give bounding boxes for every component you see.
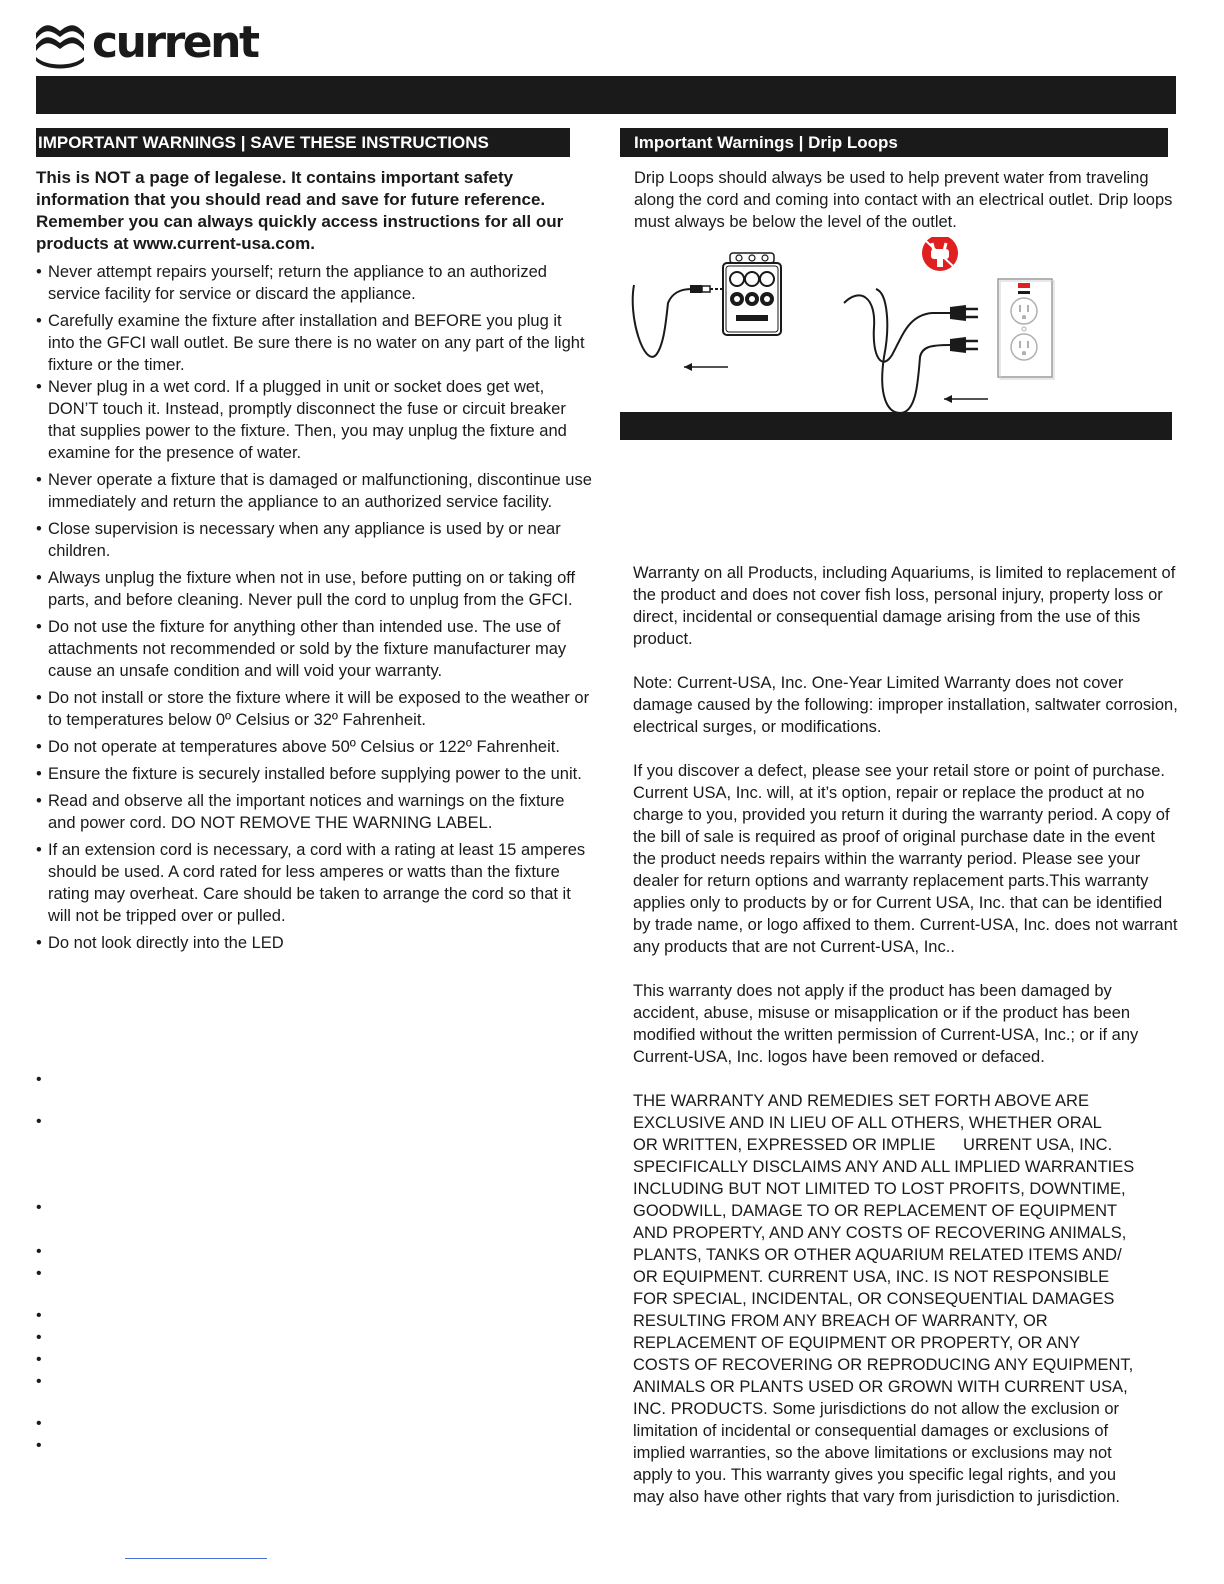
warnings-heading: IMPORTANT WARNINGS | SAVE THESE INSTRUCTIONS [36, 128, 570, 157]
list-item: • Close supervision is necessary when any appliance is used by or near children. [36, 518, 592, 562]
bullet-mark: • [36, 1199, 42, 1216]
cord-drip-loop [876, 289, 950, 413]
no-plug-warning-icon [922, 237, 958, 271]
wave-logo-icon [34, 21, 86, 71]
plug-icon [690, 285, 724, 293]
arrow-left-icon [684, 363, 728, 371]
bullet-mark: • [36, 1243, 42, 1260]
warranty-header-bar [620, 412, 1172, 440]
wall-outlet-icon [998, 279, 1054, 379]
list-item: • Do not operate at temperatures above 50º Celsius or 122º Fahrenheit. [36, 736, 592, 758]
drip-loops-column [620, 128, 1176, 423]
bullet-mark: • [36, 1437, 42, 1454]
plug-icon [950, 305, 978, 353]
cord-drip-loop [633, 285, 692, 357]
controller-box-icon [723, 253, 781, 335]
list-item: • Always unplug the fixture when not in use, before putting on or taking off parts, and before cleaning. Never pull the cord to unplug from the GFCI. [36, 567, 592, 611]
drip-loops-text: Drip Loops should always be used to help prevent water from traveling along the cord and coming into contact with an electrical outlet. Drip loops must always be below the level of the outlet. [634, 169, 1173, 231]
empty-bullets [36, 1068, 56, 1454]
list-item: • Carefully examine the fixture after installation and BEFORE you plug it into the GFCI wall outlet. Be sure there is no water on any part of the light fixture or the timer. [36, 310, 592, 376]
drip-loop-diagram [620, 237, 1176, 423]
warnings-list [36, 261, 592, 954]
list-item: • Read and observe all the important notices and warnings on the fixture and power cord. DO NOT REMOVE THE WARNING LABEL. [36, 790, 592, 834]
warranty-paragraph: Note: Current-USA, Inc. One-Year Limited Warranty does not cover damage caused by the following: improper installation, saltwater corrosion, electrical surges, or modifications. [633, 674, 1178, 736]
warranty-paragraph: Warranty on all Products, including Aquariums, is limited to replacement of the product and does not cover fish loss, personal injury, property loss or direct, incidental or consequential damage arising from the use of this product. [633, 564, 1176, 648]
warnings-column [36, 128, 592, 959]
warnings-lead: This is NOT a page of legalese. It contains important safety information that you should read and save for future reference. Remember you can always quickly access instructions for all our products at www.current-usa.com. [36, 168, 564, 253]
list-item: • Never plug in a wet cord. If a plugged in unit or socket does get wet, DON’T touch it. Instead, promptly disconnect the fuse or circuit breaker that supplies power to the fixture. Then, you may unplug the fixture and examine for the presence of water. [36, 376, 592, 464]
warranty-disclaimer: THE WARRANTY AND REMEDIES SET FORTH ABOVE ARE EXCLUSIVE AND IN LIEU OF ALL OTHERS, WHETHER ORAL OR WRITTEN, EXPRESSED OR IMPLIE URRENT USA, INC. SPECIFICALLY DISCLAIMS ANY AND ALL IMPLIED WARRANTIES INCLUDING BUT NOT LIMITED TO LOST PROFITS, DOWNTIME, GOODWILL, DAMAGE TO OR REPLACEMENT OF EQUIPMENT AND PROPERTY, AND ANY COSTS OF RECOVERING ANIMALS, PLANTS, TANKS OR OTHER AQUARIUM RELATED ITEMS AND/ OR EQUIPMENT. CURRENT USA, INC. IS NOT RESPONSIBLE FOR SPECIAL, INCIDENTAL, OR CONSEQUENTIAL DAMAGES RESULTING FROM ANY BREACH OF WARRANTY, OR REPLACEMENT OF EQUIPMENT OR PROPERTY, OR ANY COSTS OF RECOVERING OR REPRODUCING ANY EQUIPMENT, ANIMALS OR PLANTS USED OR GROWN WITH CURRENT USA, INC. PRODUCTS. Some jurisdictions do not allow the exclusion or limitation of incidental or consequential damages or exclusions of implied warranties, so the above limitations or exclusions may not apply to you. This warranty gives you specific legal rights, and you may also have other rights that vary from jurisdiction to jurisdiction. [633, 1092, 1135, 1506]
cord-drip-loop [844, 295, 950, 361]
bullet-mark: • [36, 1113, 42, 1130]
warranty-text [633, 562, 1178, 1530]
warranty-paragraph: If you discover a defect, please see your retail store or point of purchase. Current USA, Inc. will, at it’s option, repair or replace the product at no charge to you, provided you return it during the warranty period. A copy of the bill of sale is required as proof of original purchase date in the event the product needs repairs within the warranty period. Please see your dealer for return options and warranty replacement parts.This warranty applies only to products by or for Current USA, Inc. that can be identified by trade name, or logo affixed to them. Current-USA, Inc. does not warrant any products that are not Current-USA, Inc.. [633, 762, 1178, 956]
brand-name: current [92, 17, 258, 68]
list-item: • Ensure the fixture is securely installed before supplying power to the unit. [36, 763, 592, 785]
drip-loops-heading: Important Warnings | Drip Loops [620, 128, 1168, 157]
bullet-mark: • [36, 1071, 42, 1088]
bullet-mark: • [36, 1307, 42, 1324]
bullet-mark: • [36, 1329, 42, 1346]
list-item: • If an extension cord is necessary, a cord with a rating at least 15 amperes should be used. A cord rated for less amperes or watts than the fixture rating may overheat. Care should be taken to arrange the cord so that it will not be tripped over or pulled. [36, 839, 592, 927]
list-item: • Do not use the fixture for anything other than intended use. The use of attachments not recommended or sold by the fixture manufacturer may cause an unsafe condition and will void your warranty. [36, 616, 592, 682]
list-item: • Do not look directly into the LED [36, 932, 592, 954]
list-item: • Do not install or store the fixture where it will be exposed to the weather or to temperatures below 0º Celsius or 32º Fahrenheit. [36, 687, 592, 731]
bullet-mark: • [36, 1265, 42, 1282]
arrow-left-icon [944, 395, 988, 403]
bullet-mark: • [36, 1415, 42, 1432]
bullet-mark: • [36, 1373, 42, 1390]
link-underline [125, 1558, 267, 1559]
warranty-paragraph: This warranty does not apply if the product has been damaged by accident, abuse, misuse or misapplication or if the product has been modified without the written permission of Current-USA, Inc.; or if any Current-USA, Inc. logos have been removed or defaced. [633, 982, 1139, 1066]
list-item: • Never attempt repairs yourself; return the appliance to an authorized service facility for service or discard the appliance. [36, 261, 592, 305]
bullet-mark: • [36, 1351, 42, 1368]
brand-logo [34, 17, 258, 72]
list-item: • Never operate a fixture that is damaged or malfunctioning, discontinue use immediately and return the appliance to an authorized service facility. [36, 469, 592, 513]
header-bar [36, 76, 1176, 114]
